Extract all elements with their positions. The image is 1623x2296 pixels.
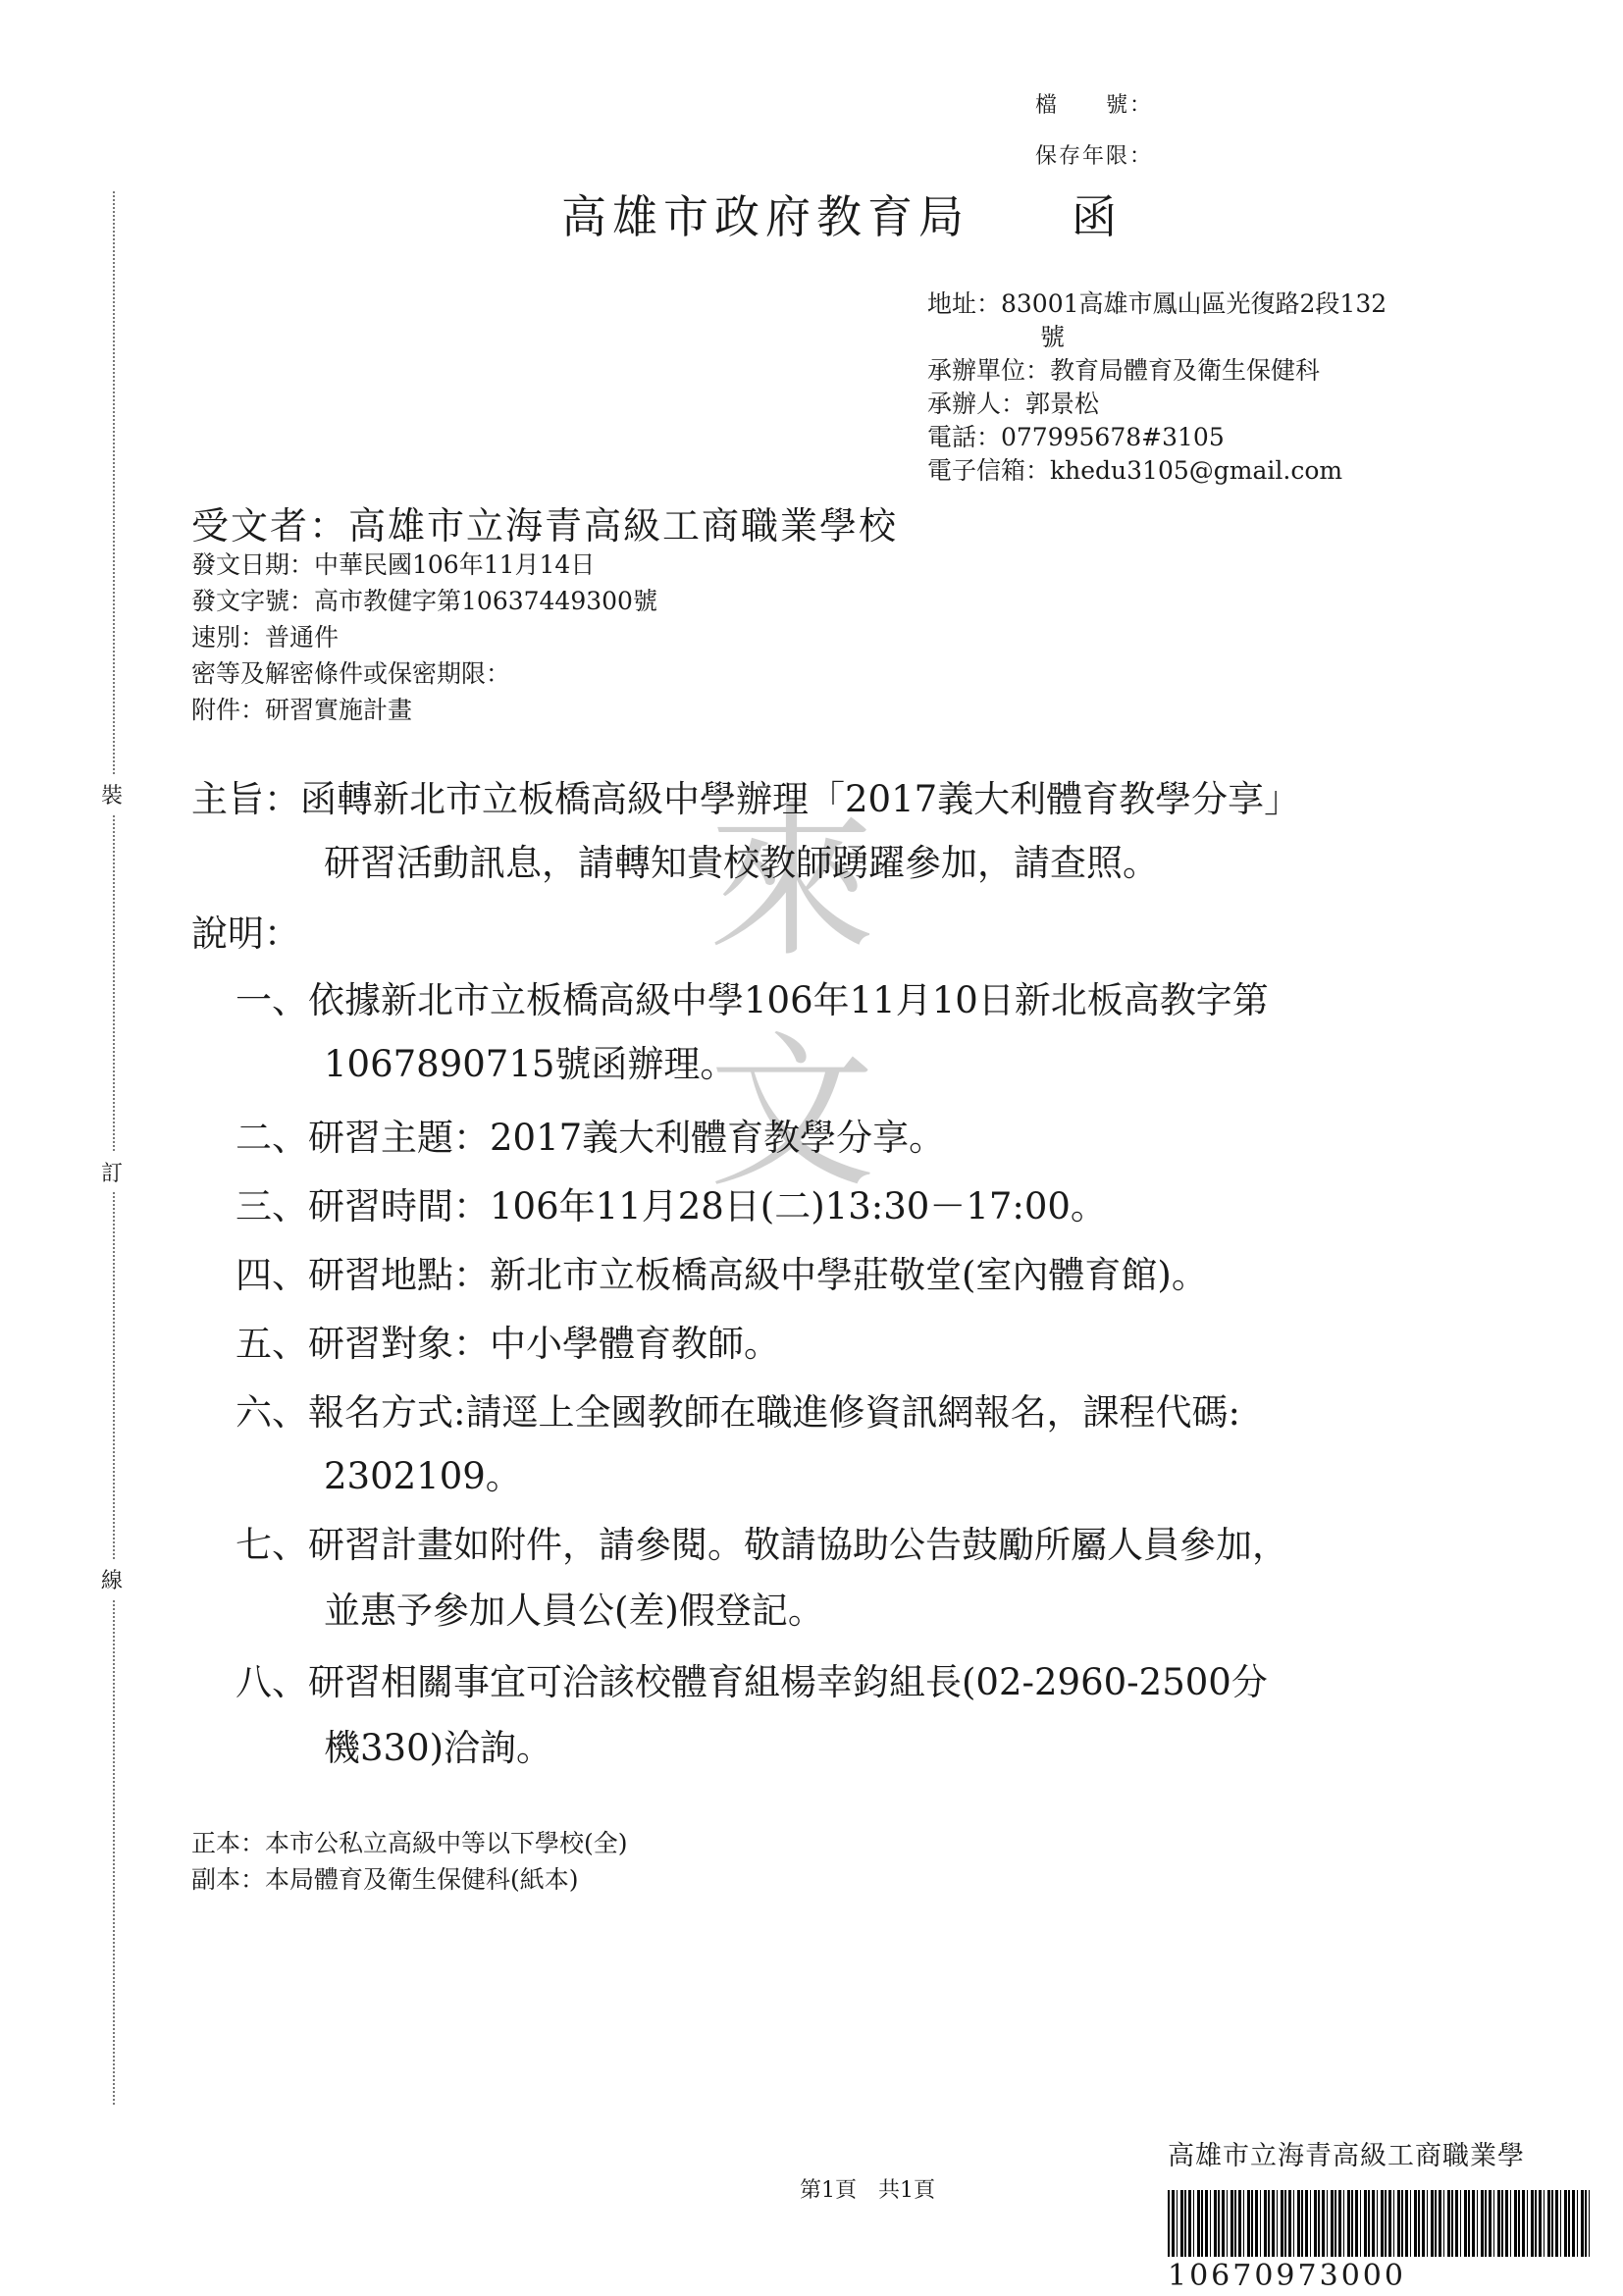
- item-6-line1: 六、報名方式:請逕上全國教師在職進修資訊網報名，課程代碼:: [236, 1391, 1240, 1434]
- carbon-copy: 副本：本局體育及衛生保健科(紙本): [191, 1865, 579, 1894]
- sender-email: 電子信箱：khedu3105@gmail.com: [927, 456, 1343, 485]
- received-stamp-char2: 文: [708, 1017, 876, 1211]
- page-number: 第1頁 共1頁: [800, 2178, 935, 2203]
- file-number-label: 檔 號：: [1035, 93, 1154, 118]
- binding-mark-xian: 線: [101, 1560, 123, 1598]
- item-1-line2: 1067890715號函辦理。: [324, 1043, 737, 1085]
- issue-date: 發文日期：中華民國106年11月14日: [191, 550, 596, 579]
- issue-number: 發文字號：高市教健字第10637449300號: [191, 587, 657, 615]
- doc-info-block: [191, 547, 657, 728]
- sender-handler: 承辦人：郭景松: [927, 390, 1100, 418]
- speed-class: 速別：普通件: [191, 623, 340, 652]
- secrecy-level: 密等及解密條件或保密期限：: [191, 659, 511, 688]
- item-2: 二、研習主題：2017義大利體育教學分享。: [236, 1117, 946, 1159]
- item-7-line2: 並惠予參加人員公(差)假登記。: [324, 1590, 824, 1632]
- binding-mark-zhuang: 裝: [101, 775, 123, 813]
- barcode-block: [1168, 2134, 1599, 2293]
- document-title: 高雄市政府教育局 函: [561, 190, 1123, 243]
- barcode-image: [1168, 2190, 1590, 2257]
- binding-dotted-line: [113, 191, 115, 2105]
- sender-address-cont: 號: [1040, 323, 1066, 351]
- sender-phone: 電話：077995678#3105: [927, 423, 1225, 451]
- sender-unit: 承辦單位：教育局體育及衛生保健科: [927, 356, 1321, 385]
- explanation-label: 說明：: [191, 913, 300, 955]
- barcode-number: 10670973000: [1168, 2259, 1406, 2293]
- retention-period-label: 保存年限：: [1035, 144, 1154, 169]
- item-8-line1: 八、研習相關事宜可洽該校體育組楊幸鈞組長(02-2960-2500分: [236, 1661, 1268, 1703]
- copies-block: [191, 1825, 628, 1898]
- item-4: 四、研習地點：新北市立板橋高級中學莊敬堂(室內體育館)。: [236, 1254, 1208, 1296]
- binding-mark-ding: 訂: [101, 1153, 123, 1191]
- item-8-line2: 機330)洽詢。: [324, 1727, 553, 1769]
- sender-address: 地址：83001高雄市鳳山區光復路2段132: [927, 289, 1387, 318]
- subject-line1: 主旨：函轉新北市立板橋高級中學辦理「2017義大利體育教學分享」: [191, 778, 1301, 820]
- received-stamp-char1: 來: [708, 786, 876, 980]
- recipient: 受文者：高雄市立海青高級工商職業學校: [191, 504, 899, 548]
- item-6-line2: 2302109。: [324, 1455, 522, 1497]
- subject-line2: 研習活動訊息，請轉知貴校教師踴躍參加，請查照。: [324, 842, 1159, 884]
- main-copy: 正本：本市公私立高級中等以下學校(全): [191, 1829, 628, 1857]
- item-7-line1: 七、研習計畫如附件，請參閱。敬請協助公告鼓勵所屬人員參加，: [236, 1524, 1288, 1566]
- item-5: 五、研習對象：中小學體育教師。: [236, 1323, 780, 1365]
- attachment: 附件：研習實施計畫: [191, 696, 413, 724]
- sender-block: [927, 287, 1387, 488]
- barcode-title: 高雄市立海青高級工商職業學: [1168, 2141, 1525, 2171]
- item-3: 三、研習時間：106年11月28日(二)13:30－17:00。: [236, 1185, 1107, 1227]
- item-1-line1: 一、依據新北市立板橋高級中學106年11月10日新北板高教字第: [236, 979, 1269, 1021]
